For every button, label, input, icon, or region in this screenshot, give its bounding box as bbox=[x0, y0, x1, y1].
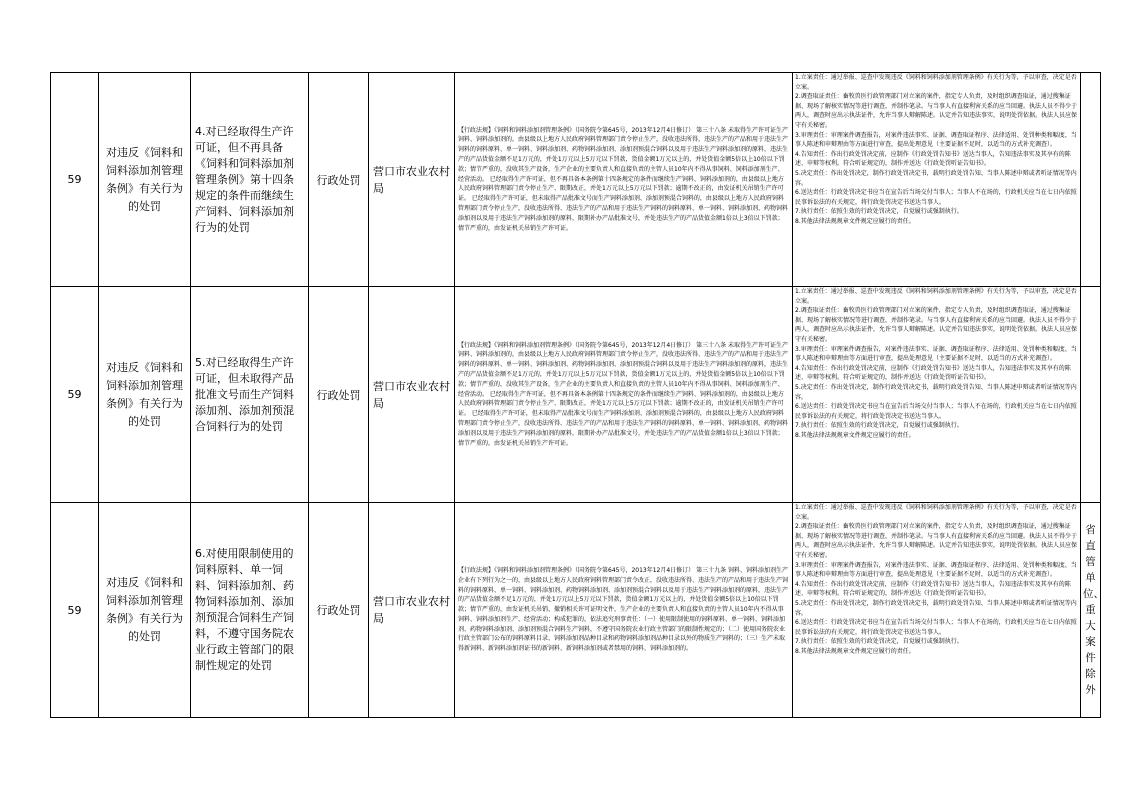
remark: 省直管单位、重大案件除外 bbox=[1081, 503, 1101, 718]
item-name: 对违反《饲料和饲料添加剂管理条例》有关行为的处罚 bbox=[99, 287, 191, 503]
responsibility-item: 3.审理责任：审理案件调查报告，对案件违法事实、证据、调查取证程序、法律适用、处罚种类和幅度、当事人陈述和申辩理由等方面进行审查，提出处理意见（主要证据不足时，以适当的方式补充调查）。 bbox=[795, 345, 1077, 363]
table-row bbox=[51, 503, 1101, 718]
responsibility-item: 2.调查取证责任：畜牧兽医行政管理部门对立案的案件，指定专人负责，及时组织调查取证，通过搜集证据、现场了解核实情况等进行调查，并制作笔录。与当事人有直接利害关系的应当回避。执法人员不得少于两人，调查时应出示执法证件，允许当事人辩解陈述。认定并告知违法事实，说明处罚依据。执法人员应保守有关秘密。 bbox=[795, 307, 1078, 343]
sub-item-name: 5.对已经取得生产许可证，但未取得产品批准文号而生产饲料添加剂、添加剂预混合饲料行为的处罚 bbox=[191, 287, 309, 503]
responsibility-item: 7.执行责任：依照生效的行政处罚决定，自觉履行或强制执行。 bbox=[795, 638, 963, 646]
responsibility-list bbox=[793, 73, 1081, 287]
sub-item-name: 4.对已经取得生产许可证，但不再具备《饲料和饲料添加剂管理条例》第十四条规定的条件而继续生产饲料、饲料添加剂行为的处罚 bbox=[191, 73, 309, 287]
power-type: 行政处罚 bbox=[309, 287, 369, 503]
responsibility-list bbox=[793, 503, 1081, 718]
remark bbox=[1081, 287, 1101, 503]
table-row bbox=[51, 73, 1101, 287]
remark bbox=[1081, 73, 1101, 287]
row-number: 59 bbox=[51, 73, 99, 287]
responsibility-item: 7.执行责任：依照生效的行政处罚决定，自觉履行或强制执行。 bbox=[795, 208, 963, 216]
legal-basis: 【行政法规】《饲料和饲料添加剂管理条例》（国务院令第645号，2013年12月4日修订） 第三十八条 未取得生产许可证生产饲料、饲料添加剂的，由县级以上地方人民政府饲料管理部门责令停止生产，没收违法所得、违法生产的产品和用于违法生产饲料的饲料原料、单一饲料、饲料添加剂、药物饲料添加剂、添加剂预混合饲料以及用于违法生产饲料添加剂的原料，违法生产的产品货值金额不足1万元的，并处1万元以上5万元以下罚款，货值金额1万元以上的，并处货值金额5倍以上10倍以下罚款；情节严重的，没收其生产设备，生产企业的主要负责人和直接负责的主管人员10年内不得从事饲料、饲料添加剂生产、经营活动。 已经取得生产许可证，但不再具备本条例第十四条规定的条件而继续生产饲料、饲料添加剂的，由县级以上地方人民政府饲料管理部门责令停止生产、限期改正，并处1万元以上5万元以下罚款；逾期不改正的，由发证机关吊销生产许可证。 已经取得生产许可证，但未取得产品批准文号而生产饲料添加剂、添加剂预混合饲料的，由县级以上地方人民政府饲料管理部门责令停止生产，没收违法所得、违法生产的产品和用于违法生产饲料的饲料原料、单一饲料、饲料添加剂、药物饲料添加剂以及用于违法生产饲料添加剂的原料，限期补办产品批准文号，并处违法生产的产品货值金额1倍以上3倍以下罚款；情节严重的，由发证机关吊销生产许可证。 bbox=[455, 287, 793, 503]
responsibility-item: 3.审理责任：审理案件调查报告，对案件违法事实、证据、调查取证程序、法律适用、处罚种类和幅度、当事人陈述和申辩理由等方面进行审查，提出处理意见（主要证据不足时，以适当的方式补充调查）。 bbox=[795, 561, 1077, 579]
sub-item-name: 6.对使用限制使用的饲料原料、单一饲料、饲料添加剂、药物饲料添加剂、添加剂预混合饲料生产饲料，不遵守国务院农业行政主管部门的限制性规定的处罚 bbox=[191, 503, 309, 718]
responsibility-item: 8.其他法律法规规章文件规定应履行的责任。 bbox=[795, 217, 915, 225]
responsible-department: 营口市农业农村局 bbox=[369, 73, 455, 287]
responsibility-item: 2.调查取证责任：畜牧兽医行政管理部门对立案的案件，指定专人负责，及时组织调查取证，通过搜集证据、现场了解核实情况等进行调查，并制作笔录。与当事人有直接利害关系的应当回避。执法人员不得少于两人，调查时应出示执法证件，允许当事人辩解陈述。认定并告知违法事实，说明处罚依据。执法人员应保守有关秘密。 bbox=[795, 93, 1078, 129]
table-row bbox=[51, 287, 1101, 503]
power-type: 行政处罚 bbox=[309, 73, 369, 287]
responsibility-item: 1.立案责任：通过举报、巡查中发现违反《饲料和饲料添加剂管理条例》有关行为等，予以审查，决定是否立案。 bbox=[795, 504, 1077, 521]
responsibility-item: 5.决定责任：作出处罚决定，制作行政处罚决定书，载明行政处罚告知、当事人陈述申辩或者听证情况等内容。 bbox=[795, 169, 1077, 187]
responsibility-item: 6.送达责任：行政处罚决定书应当在宣告后当场交付当事人；当事人不在场的，行政机关应当在七日内依照民事诉讼法的有关规定，将行政处罚决定书送达当事人。 bbox=[795, 619, 1077, 636]
responsibility-item: 5.决定责任：作出处罚决定，制作行政处罚决定书，载明行政处罚告知、当事人陈述申辩或者听证情况等内容。 bbox=[795, 599, 1077, 617]
responsibility-item: 3.审理责任：审理案件调查报告，对案件违法事实、证据、调查取证程序、法律适用、处罚种类和幅度、当事人陈述和申辩理由等方面进行审查，提出处理意见（主要证据不足时，以适当的方式补充调查）。 bbox=[795, 131, 1077, 149]
responsibility-item: 4.告知责任：作出行政处罚决定前，应制作《行政处罚告知书》送达当事人，告知违法事实及其享有的陈述、申辩等权利。符合听证规定的，制作并送达《行政处罚听证告知书》。 bbox=[795, 580, 1071, 598]
responsibility-list bbox=[793, 287, 1081, 503]
responsibility-item: 8.其他法律法规规章文件规定应履行的责任。 bbox=[795, 431, 915, 439]
responsibility-item: 1.立案责任：通过举报、巡查中发现违反《饲料和饲料添加剂管理条例》有关行为等，予以审查，决定是否立案。 bbox=[795, 288, 1077, 305]
row-number: 59 bbox=[51, 287, 99, 503]
legal-basis: 【行政法规】《饲料和饲料添加剂管理条例》（国务院令第645号，2013年12月4日修订） 第三十八条 未取得生产许可证生产饲料、饲料添加剂的，由县级以上地方人民政府饲料管理部门责令停止生产，没收违法所得、违法生产的产品和用于违法生产饲料的饲料原料、单一饲料、饲料添加剂、药物饲料添加剂、添加剂预混合饲料以及用于违法生产饲料添加剂的原料，违法生产的产品货值金额不足1万元的，并处1万元以上5万元以下罚款，货值金额1万元以上的，并处货值金额5倍以上10倍以下罚款；情节严重的，没收其生产设备，生产企业的主要负责人和直接负责的主管人员10年内不得从事饲料、饲料添加剂生产、经营活动。 已经取得生产许可证，但不再具备本条例第十四条规定的条件而继续生产饲料、饲料添加剂的，由县级以上地方人民政府饲料管理部门责令停止生产、限期改正，并处1万元以上5万元以下罚款；逾期不改正的，由发证机关吊销生产许可证。 已经取得生产许可证，但未取得产品批准文号而生产饲料添加剂、添加剂预混合饲料的，由县级以上地方人民政府饲料管理部门责令停止生产，没收违法所得、违法生产的产品和用于违法生产饲料的饲料原料、单一饲料、饲料添加剂、药物饲料添加剂以及用于违法生产饲料添加剂的原料，限期补办产品批准文号，并处违法生产的产品货值金额1倍以上3倍以下罚款；情节严重的，由发证机关吊销生产许可证。 bbox=[455, 73, 793, 287]
responsibility-item: 7.执行责任：依照生效的行政处罚决定，自觉履行或强制执行。 bbox=[795, 422, 963, 430]
power-type: 行政处罚 bbox=[309, 503, 369, 718]
responsibility-item: 5.决定责任：作出处罚决定，制作行政处罚决定书，载明行政处罚告知、当事人陈述申辩或者听证情况等内容。 bbox=[795, 383, 1077, 401]
responsibility-item: 6.送达责任：行政处罚决定书应当在宣告后当场交付当事人；当事人不在场的，行政机关应当在七日内依照民事诉讼法的有关规定，将行政处罚决定书送达当事人。 bbox=[795, 403, 1077, 420]
responsibility-item: 4.告知责任：作出行政处罚决定前，应制作《行政处罚告知书》送达当事人，告知违法事实及其享有的陈述、申辩等权利。符合听证规定的，制作并送达《行政处罚听证告知书》。 bbox=[795, 364, 1071, 382]
legal-basis: 【行政法规】《饲料和饲料添加剂管理条例》（国务院令第645号，2013年12月4日修订） 第三十九条 饲料、饲料添加剂生产企业有下列行为之一的，由县级以上地方人民政府饲料管理部门责令改正，没收违法所得、违法生产的产品和用于违法生产饲料的饲料原料、单一饲料、饲料添加剂、药物饲料添加剂、添加剂预混合饲料以及用于违法生产饲料添加剂的原料，违法生产的产品货值金额不足1万元的，并处1万元以上5万元以下罚款，货值金额1万元以上的，并处货值金额5倍以上10倍以下罚款；情节严重的，由发证机关吊销、撤销相关许可证明文件，生产企业的主要负责人和直接负责的主管人员10年内不得从事饲料、饲料添加剂生产、经营活动；构成犯罪的，依法追究刑事责任：（一）使用限制使用的饲料原料、单一饲料、饲料添加剂、药物饲料添加剂、添加剂预混合饲料生产饲料，不遵守国务院农业行政主管部门的限制性规定的；（二）使用国务院农业行政主管部门公布的饲料原料目录、饲料添加剂品种目录和药物饲料添加剂品种目录以外的物质生产饲料的；（三）生产未取得新饲料、新饲料添加剂证书的新饲料、新饲料添加剂或者禁用的饲料、饲料添加剂的。 bbox=[455, 503, 793, 718]
responsible-department: 营口市农业农村局 bbox=[369, 503, 455, 718]
item-name: 对违反《饲料和饲料添加剂管理条例》有关行为的处罚 bbox=[99, 503, 191, 718]
responsibility-item: 6.送达责任：行政处罚决定书应当在宣告后当场交付当事人；当事人不在场的，行政机关应当在七日内依照民事诉讼法的有关规定，将行政处罚决定书送达当事人。 bbox=[795, 189, 1077, 206]
responsible-department: 营口市农业农村局 bbox=[369, 287, 455, 503]
row-number: 59 bbox=[51, 503, 99, 718]
responsibility-item: 2.调查取证责任：畜牧兽医行政管理部门对立案的案件，指定专人负责，及时组织调查取证，通过搜集证据、现场了解核实情况等进行调查，并制作笔录。与当事人有直接利害关系的应当回避。执法人员不得少于两人，调查时应出示执法证件，允许当事人辩解陈述。认定并告知违法事实，说明处罚依据。执法人员应保守有关秘密。 bbox=[795, 523, 1078, 559]
responsibility-item: 1.立案责任：通过举报、巡查中发现违反《饲料和饲料添加剂管理条例》有关行为等，予以审查，决定是否立案。 bbox=[795, 74, 1077, 91]
responsibility-item: 4.告知责任：作出行政处罚决定前，应制作《行政处罚告知书》送达当事人，告知违法事实及其享有的陈述、申辩等权利。符合听证规定的，制作并送达《行政处罚听证告知书》。 bbox=[795, 150, 1071, 168]
power-list-table bbox=[50, 72, 1104, 718]
responsibility-item: 8.其他法律法规规章文件规定应履行的责任。 bbox=[795, 647, 915, 655]
item-name: 对违反《饲料和饲料添加剂管理条例》有关行为的处罚 bbox=[99, 73, 191, 287]
